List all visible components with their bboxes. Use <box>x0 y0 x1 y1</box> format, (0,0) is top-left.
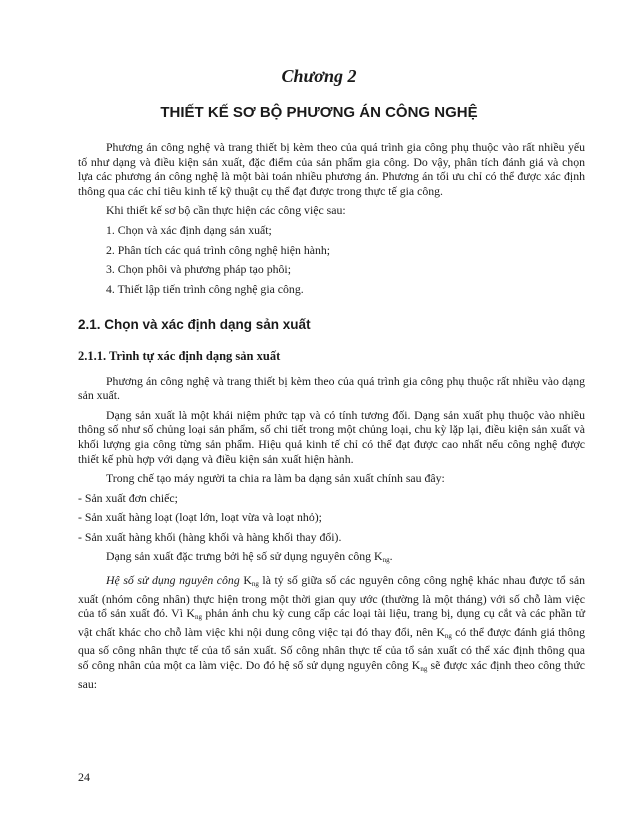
body-text <box>78 140 585 691</box>
type-item: - Sản xuất đơn chiếc; <box>78 490 178 505</box>
type-item: - Sản xuất hàng loạt (loạt lớn, loạt vừa và loạt nhỏ); <box>78 510 322 525</box>
definition-text-d: sẽ được xác định theo công thức sau: <box>78 658 585 691</box>
definition-text-c: có thể được đánh giá thông qua số công nhân thực tế của tổ sản xuất. Số công nhân thực tế của tổ sản xuất có thể xác định thông qua số công nhân của một ca làm việc. Do đó hệ số sử dụng nguyên công <box>78 624 585 673</box>
definition-paragraph <box>78 573 585 691</box>
k-symbol: K <box>186 606 195 621</box>
task-item: 2. Phân tích các quá trình công nghệ hiện hành; <box>106 242 331 257</box>
k-symbol: K <box>243 573 252 588</box>
characteristic-end: . <box>389 549 393 564</box>
paragraph-1: Phương án công nghệ và trang thiết bị kèm theo của quá trình gia công phụ thuộc rất nhiều vào dạng sản xuất. <box>78 373 585 403</box>
definition-text-a: là tỷ số giữa số các nguyên công công nghệ khác nhau được tổ sản xuất (nhóm công nhân) thực hiện trong một thời gian quy ước (thường là một tháng) với số chỗ làm việc của tổ sản xuất đó. Vì <box>78 573 586 621</box>
intro-paragraph: Phương án công nghệ và trang thiết bị kèm theo của quá trình gia công phụ thuộc vào rất nhiều yếu tố như dạng và điều kiện sản xuất, đặc điểm của sản phẩm gia công. Do vậy, phân tích đánh giá và chọn lựa các phương án công nghệ là một bài toán nhiều phương án. Phương án tối ưu chỉ có thể được xác định thông qua các chỉ tiêu kinh tế kỹ thuật cụ thể đạt được trong thực tế gia công. <box>78 140 585 198</box>
characteristic-line <box>78 549 585 568</box>
k-symbol: K <box>411 658 421 673</box>
task-item: 1. Chọn và xác định dạng sản xuất; <box>106 222 272 237</box>
k-subscript: ng <box>194 613 202 622</box>
k-subscript: ng <box>444 631 452 640</box>
k-subscript: ng <box>420 665 428 674</box>
task-item: 4. Thiết lập tiến trình công nghệ gia công. <box>106 281 304 296</box>
characteristic-text: Dạng sản xuất đặc trưng bởi hệ số sử dụng nguyên công <box>106 549 375 564</box>
k-subscript: ng <box>251 580 259 589</box>
k-subscript: ng <box>382 556 390 565</box>
definition-term: Hệ số sử dụng nguyên công <box>106 573 240 588</box>
section-heading: 2.1. Chọn và xác định dạng sản xuất <box>78 317 311 333</box>
page-number: 24 <box>78 770 90 784</box>
subsection-heading: 2.1.1. Trình tự xác định dạng sản xuất <box>78 348 281 363</box>
task-item: 3. Chọn phôi và phương pháp tạo phôi; <box>106 262 291 277</box>
k-symbol: K <box>436 624 445 639</box>
type-item: - Sản xuất hàng khối (hàng khối và hàng khối thay đổi). <box>78 529 342 544</box>
chapter-title: THIẾT KẾ SƠ BỘ PHƯƠNG ÁN CÔNG NGHỆ <box>160 104 478 121</box>
types-lead: Trong chế tạo máy người ta chia ra làm ba dạng sản xuất chính sau đây: <box>106 471 445 486</box>
k-symbol: K <box>374 549 383 564</box>
paragraph-2: Dạng sản xuất là một khái niệm phức tạp và có tính tương đối. Dạng sản xuất phụ thuộc vào nhiều thông số như số chủng loại sản phẩm, số chi tiết trong một chủng loại, chu kỳ lặp lại, điều kiện sản xuất và khối lượng gia công từng sản phẩm. Hiệu quả kinh tế chỉ có thể đạt được cao nhất nếu công nghệ được thiết kế phù hợp với dạng và điều kiện sản xuất hiện hành. <box>78 407 585 466</box>
definition-text-b: phản ánh chu kỳ cung cấp các loại tài liệu, trang bị, dụng cụ cắt và các phần tử vật chất khác cho chỗ làm việc khi nội dung công việc tại đó thay đổi, nên <box>78 606 586 639</box>
chapter-label: Chương 2 <box>281 66 357 86</box>
tasks-lead: Khi thiết kế sơ bộ cần thực hiện các công việc sau: <box>106 203 346 218</box>
